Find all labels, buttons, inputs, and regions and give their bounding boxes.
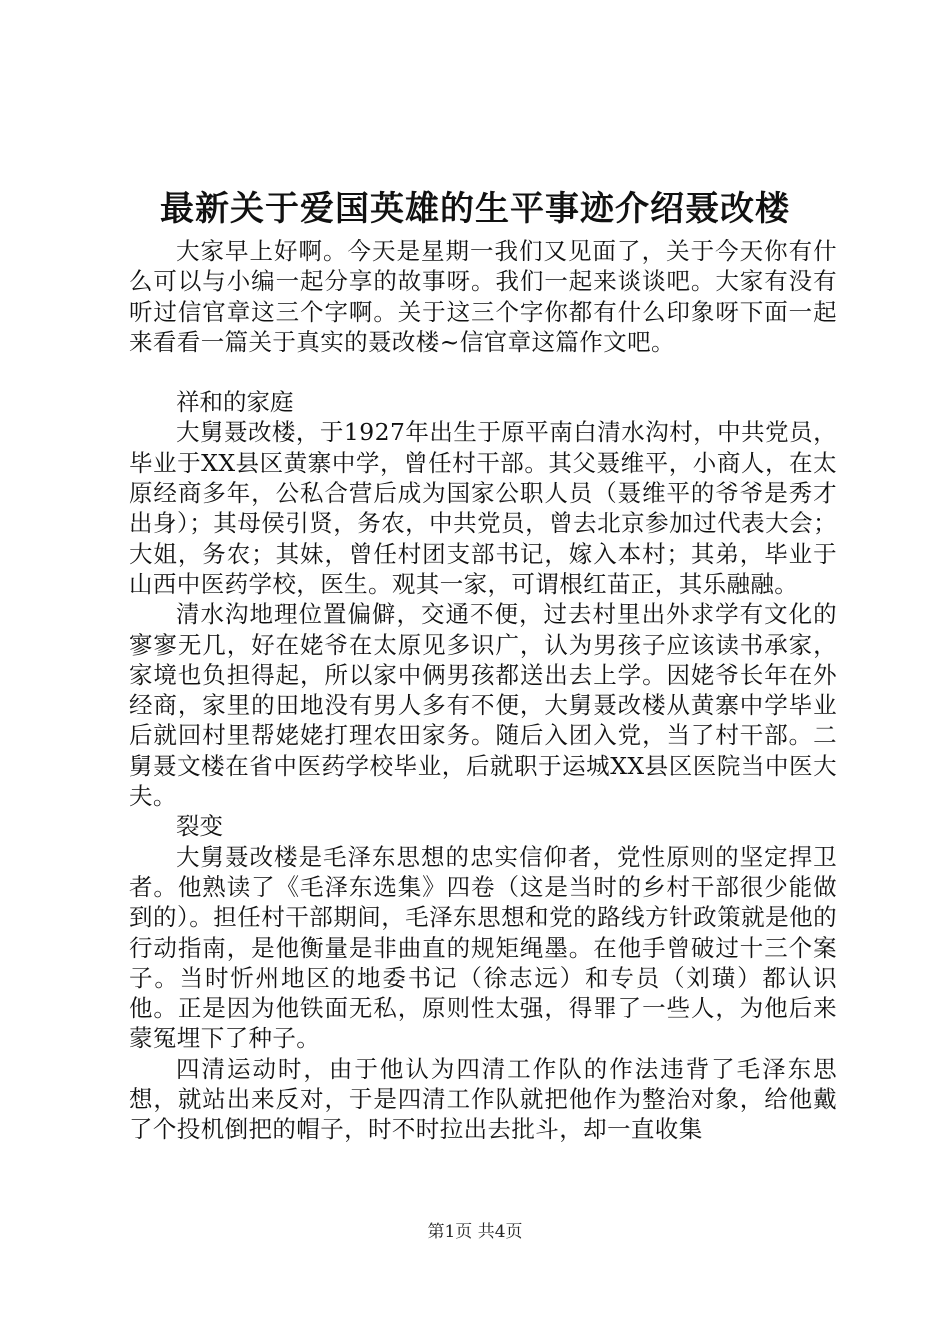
paragraph-family-members: 大舅聂改楼，于1927年出生于原平南白清水沟村，中共党员，毕业于XX县区黄寨中学，曾任村干部。其父聂维平，小商人，在太原经商多年，公私合营后成为国家公职人员（聂维平的爷爷是秀才出身）；其母侯引贤，务农，中共党员，曾去北京参加过代表大会；大姐，务农；其妹，曾任村团支部书记，嫁入本村；其弟，毕业于山西中医药学校，医生。观其一家，可谓根红苗正，其乐融融。 xyxy=(129,418,837,598)
document-title: 最新关于爱国英雄的生平事迹介绍聂改楼 xyxy=(160,189,790,229)
intro-paragraph: 大家早上好啊。今天是星期一我们又见面了，关于今天你有什么可以与小编一起分享的故事呀。我们一起来谈谈吧。大家有没有听过信官章这三个字啊。关于这三个字你都有什么印象呀下面一起来看看一篇关于真实的聂改楼~信官章这篇作文吧。 xyxy=(129,237,837,356)
paragraph-principles: 大舅聂改楼是毛泽东思想的忠实信仰者，党性原则的坚定捍卫者。他熟读了《毛泽东选集》四卷（这是当时的乡村干部很少能做到的）。担任村干部期间，毛泽东思想和党的路线方针政策就是他的行动指南，是他衡量是非曲直的规矩绳墨。在他手曾破过十三个案子。当时忻州地区的地委书记（徐志远）和专员（刘璜）都认识他。正是因为他铁面无私，原则性太强，得罪了一些人，为他后来蒙冤埋下了种子。 xyxy=(129,842,837,1053)
page-footer: 第1页 共4页 xyxy=(427,1222,523,1242)
paragraph-village-education: 清水沟地理位置偏僻，交通不便，过去村里出外求学有文化的寥寥无几，好在姥爷在太原见多识广，认为男孩子应该读书承家，家境也负担得起，所以家中俩男孩都送出去上学。因姥爷长年在外经商，家里的田地没有男人多有不便，大舅聂改楼从黄寨中学毕业后就回村里帮姥姥打理农田家务。随后入团入党，当了村干部。二舅聂文楼在省中医药学校毕业，后就职于运城XX县区医院当中医大夫。 xyxy=(129,600,837,811)
section-heading-family: 祥和的家庭 xyxy=(176,388,294,417)
document-body xyxy=(129,236,837,1145)
paragraph-four-cleanups: 四清运动时，由于他认为四清工作队的作法违背了毛泽东思想，就站出来反对，于是四清工作队就把他作为整治对象，给他戴了个投机倒把的帽子，时不时拉出去批斗，却一直收集 xyxy=(129,1054,837,1144)
section-heading-change: 裂变 xyxy=(176,812,223,841)
paragraph-gap xyxy=(129,357,837,387)
